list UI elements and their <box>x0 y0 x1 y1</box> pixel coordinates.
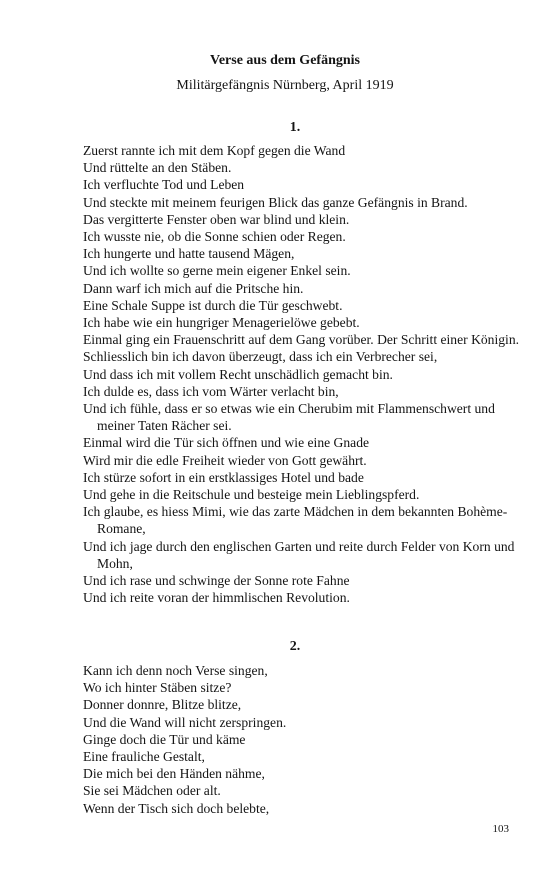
poem-section-2 <box>83 662 523 817</box>
verse-line: Und ich wollte so gerne mein eigener Enkel sein. <box>83 263 351 279</box>
verse-line: Und gehe in die Reitschule und besteige mein Lieblingspferd. <box>83 487 420 503</box>
verse-line: Und ich rase und schwinge der Sonne rote Fahne <box>83 573 350 589</box>
verse-line: Eine Schale Suppe ist durch die Tür geschwebt. <box>83 297 343 313</box>
verse-line: Einmal wird die Tür sich öffnen und wie eine Gnade <box>83 435 370 451</box>
verse-line: Ich glaube, es hiess Mimi, wie das zarte Mädchen in dem bekannten Bohème-Romane, <box>83 504 508 537</box>
verse-line: Donner donnre, Blitze blitze, <box>83 697 242 713</box>
verse-line: Ich habe wie ein hungriger Menagerielöwe gebebt. <box>83 315 360 331</box>
verse-line: Das vergitterte Fenster oben war blind und klein. <box>83 211 350 227</box>
verse-line: Wird mir die edle Freiheit wieder von Gott gewährt. <box>83 452 367 468</box>
verse-line: Die mich bei den Händen nähme, <box>83 766 265 782</box>
verse-line: Kann ich denn noch Verse singen, <box>83 663 268 678</box>
verse-line: Zuerst rannte ich mit dem Kopf gegen die Wand <box>83 143 346 158</box>
verse-line: Und steckte mit meinem feurigen Blick das ganze Gefängnis in Brand. <box>83 194 468 210</box>
verse-line: Ich verfluchte Tod und Leben <box>83 177 245 193</box>
page-number: 103 <box>492 823 509 835</box>
verse-line: Wenn der Tisch sich doch belebte, <box>83 800 270 816</box>
verse-line: Und die Wand will nicht zerspringen. <box>83 714 287 730</box>
page-subtitle: Militärgefängnis Nürnberg, April 1919 <box>176 78 394 93</box>
verse-line: Ich wusste nie, ob die Sonne schien oder Regen. <box>83 229 346 245</box>
verse-line: Sie sei Mädchen oder alt. <box>83 783 221 799</box>
section-number: 1. <box>289 120 301 135</box>
verse-line: Wo ich hinter Stäben sitze? <box>83 680 232 696</box>
poem-section-1 <box>83 142 523 606</box>
page-title: Verse aus dem Gefängnis <box>210 53 360 68</box>
verse-line: Einmal ging ein Frauenschritt auf dem Gang vorüber. Der Schritt einer Königin. <box>83 332 520 348</box>
verse-line: Eine frauliche Gestalt, <box>83 749 205 765</box>
verse-line: Und ich jage durch den englischen Garten und reite durch Felder von Korn und Mohn, <box>83 538 515 571</box>
verse-line: Dann warf ich mich auf die Pritsche hin. <box>83 280 304 296</box>
verse-line: Ich stürze sofort in ein erstklassiges Hotel und bade <box>83 469 364 485</box>
verse-line: Schliesslich bin ich davon überzeugt, dass ich ein Verbrecher sei, <box>83 349 438 365</box>
verse-line: Ginge doch die Tür und käme <box>83 731 246 747</box>
verse-line: Und ich fühle, dass er so etwas wie ein Cherubim mit Flammenschwert und meiner Taten Rächer sei. <box>83 401 495 434</box>
verse-line: Und dass ich mit vollem Recht unschädlich gemacht bin. <box>83 366 393 382</box>
verse-line: Und ich reite voran der himmlischen Revolution. <box>83 590 350 606</box>
section-number: 2. <box>289 639 301 654</box>
verse-line: Und rüttelte an den Stäben. <box>83 160 232 176</box>
verse-line: Ich dulde es, dass ich vom Wärter verlacht bin, <box>83 383 339 399</box>
verse-line: Ich hungerte und hatte tausend Mägen, <box>83 246 295 262</box>
